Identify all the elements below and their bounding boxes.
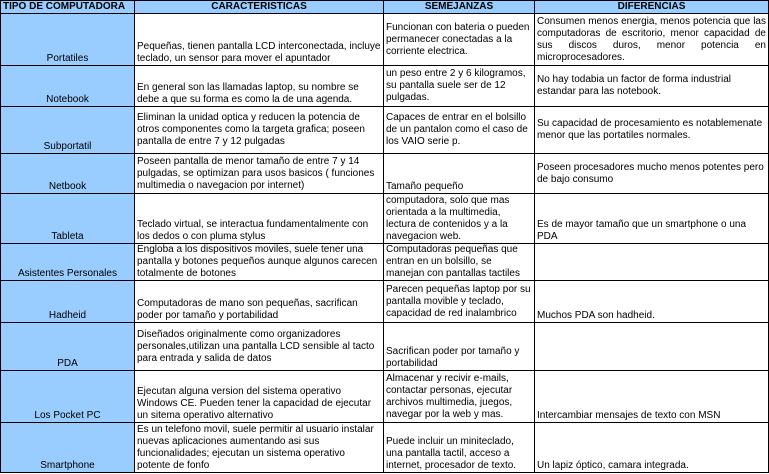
cell-semejanzas: Sacrifican poder por tamaño y portabilidad [384, 323, 535, 371]
cell-diferencias: Un lapiz óptico, camara integrada. [535, 423, 769, 473]
cell-semejanzas: Funcionan con bateria o pueden permanecer conectadas a la corriente electrica. [384, 14, 535, 66]
row-name: Los Pocket PC [1, 371, 135, 423]
header-semejanzas: SEMEJANZAS [384, 1, 535, 14]
row-name: Subportatil [1, 107, 135, 154]
cell-semejanzas: Tamaño pequeño [384, 154, 535, 194]
header-caracteristicas: CARACTERISTICAS [135, 1, 384, 14]
row-name: Asistentes Personales [1, 244, 135, 281]
cell-caracteristicas: Ejecutan alguna version del sistema operativo Windows CE. Pueden tener la capacidad de ejecutar un sitema operativo alternativo [135, 371, 384, 423]
row-name: Smartphone [1, 423, 135, 473]
cell-semejanzas: Capaces de entrar en el bolsillo de un pantalon como el caso de los VAIO serie p. [384, 107, 535, 154]
cell-caracteristicas: Teclado virtual, se interactua fundamentalmente con los dedos o con pluma stylus [135, 194, 384, 244]
row-name: Portatiles [1, 14, 135, 66]
table-row [1, 244, 769, 281]
cell-caracteristicas: Engloba a los dispositivos moviles, suele tener una pantalla y botones pequeños aunque algunos carecen totalmente de botones [135, 244, 384, 281]
cell-caracteristicas: Es un telefono movil, suele permitir al usuario instalar nuevas aplicaciones aumentando asi sus funcionalidades; ejecutan un sistema operativo potente de fonfo [135, 423, 384, 473]
cell-diferencias: Es de mayor tamaño que un smartphone o una PDA [535, 194, 769, 244]
cell-caracteristicas: Diseñados originalmente como organizadores personales,utilizan una pantalla LCD sensible al tacto para entrada y salida de datos [135, 323, 384, 371]
table-row [1, 323, 769, 371]
cell-caracteristicas: Eliminan la unidad optica y reducen la potencia de otros componentes como la targeta grafica; poseen pantalla de entre 7 y 12 pulgadas [135, 107, 384, 154]
cell-diferencias: No hay todabia un factor de forma industrial estandar para las notebook. [535, 66, 769, 107]
cell-diferencias: Su capacidad de procesamiento es notablemenate menor que las portatiles normales. [535, 107, 769, 154]
header-row [1, 1, 769, 14]
table-row [1, 423, 769, 473]
table-row [1, 154, 769, 194]
cell-semejanzas: un peso entre 2 y 6 kilogramos, su pantalla suele ser de 12 pulgadas. [384, 66, 535, 107]
table-row [1, 281, 769, 323]
row-name: Netbook [1, 154, 135, 194]
table-row [1, 66, 769, 107]
cell-diferencias: Intercambiar mensajes de texto con MSN [535, 371, 769, 423]
cell-diferencias: Muchos PDA son hadheid. [535, 281, 769, 323]
cell-semejanzas: Almacenar y recivir e-mails, contactar personas, ejecutar archivos multimedia, juegos, navegar por la web y mas. [384, 371, 535, 423]
row-name: PDA [1, 323, 135, 371]
cell-caracteristicas: Pequeñas, tienen pantalla LCD interconectada, incluye teclado, un sensor para mover el apuntador [135, 14, 384, 66]
table-row [1, 194, 769, 244]
cell-diferencias: Consumen menos energia, menos potencia que las computadoras de escritorio, menor capacidad de sus discos duros, menor potencia en microprocesadores. [535, 14, 769, 66]
table-row [1, 107, 769, 154]
header-diferencias: DIFERENCIAS [535, 1, 769, 14]
row-name: Notebook [1, 66, 135, 107]
cell-semejanzas: Parecen pequeñas laptop por su pantalla movible y teclado, capacidad de red inalambrico [384, 281, 535, 323]
cell-caracteristicas: Computadoras de mano son pequeñas, sacrifican poder por tamaño y portabilidad [135, 281, 384, 323]
row-name: Tableta [1, 194, 135, 244]
table-row [1, 371, 769, 423]
cell-caracteristicas: En general son las llamadas laptop, su nombre se debe a que su forma es como la de una agenda. [135, 66, 384, 107]
cell-semejanzas: Puede incluir un miniteclado, una pantalla tactil, acceso a internet, procesador de texto. [384, 423, 535, 473]
cell-diferencias [535, 244, 769, 281]
row-name: Hadheid [1, 281, 135, 323]
cell-diferencias: Poseen procesadores mucho menos potentes pero de bajo consumo [535, 154, 769, 194]
cell-diferencias [535, 323, 769, 371]
cell-caracteristicas: Poseen pantalla de menor tamaño de entre 7 y 14 pulgadas, se optimizan para usos basicos ( funciones multimedia o navegacion por internet) [135, 154, 384, 194]
cell-semejanzas: Computadoras pequeñas que entran en un bolsillo, se manejan con pantallas tactiles [384, 244, 535, 281]
table-row [1, 14, 769, 66]
cell-semejanzas: computadora, solo que mas orientada a la multimedia, lectura de contenidos y a la navegacion web. [384, 194, 535, 244]
header-tipo: TIPO DE COMPUTADORA [1, 1, 135, 14]
